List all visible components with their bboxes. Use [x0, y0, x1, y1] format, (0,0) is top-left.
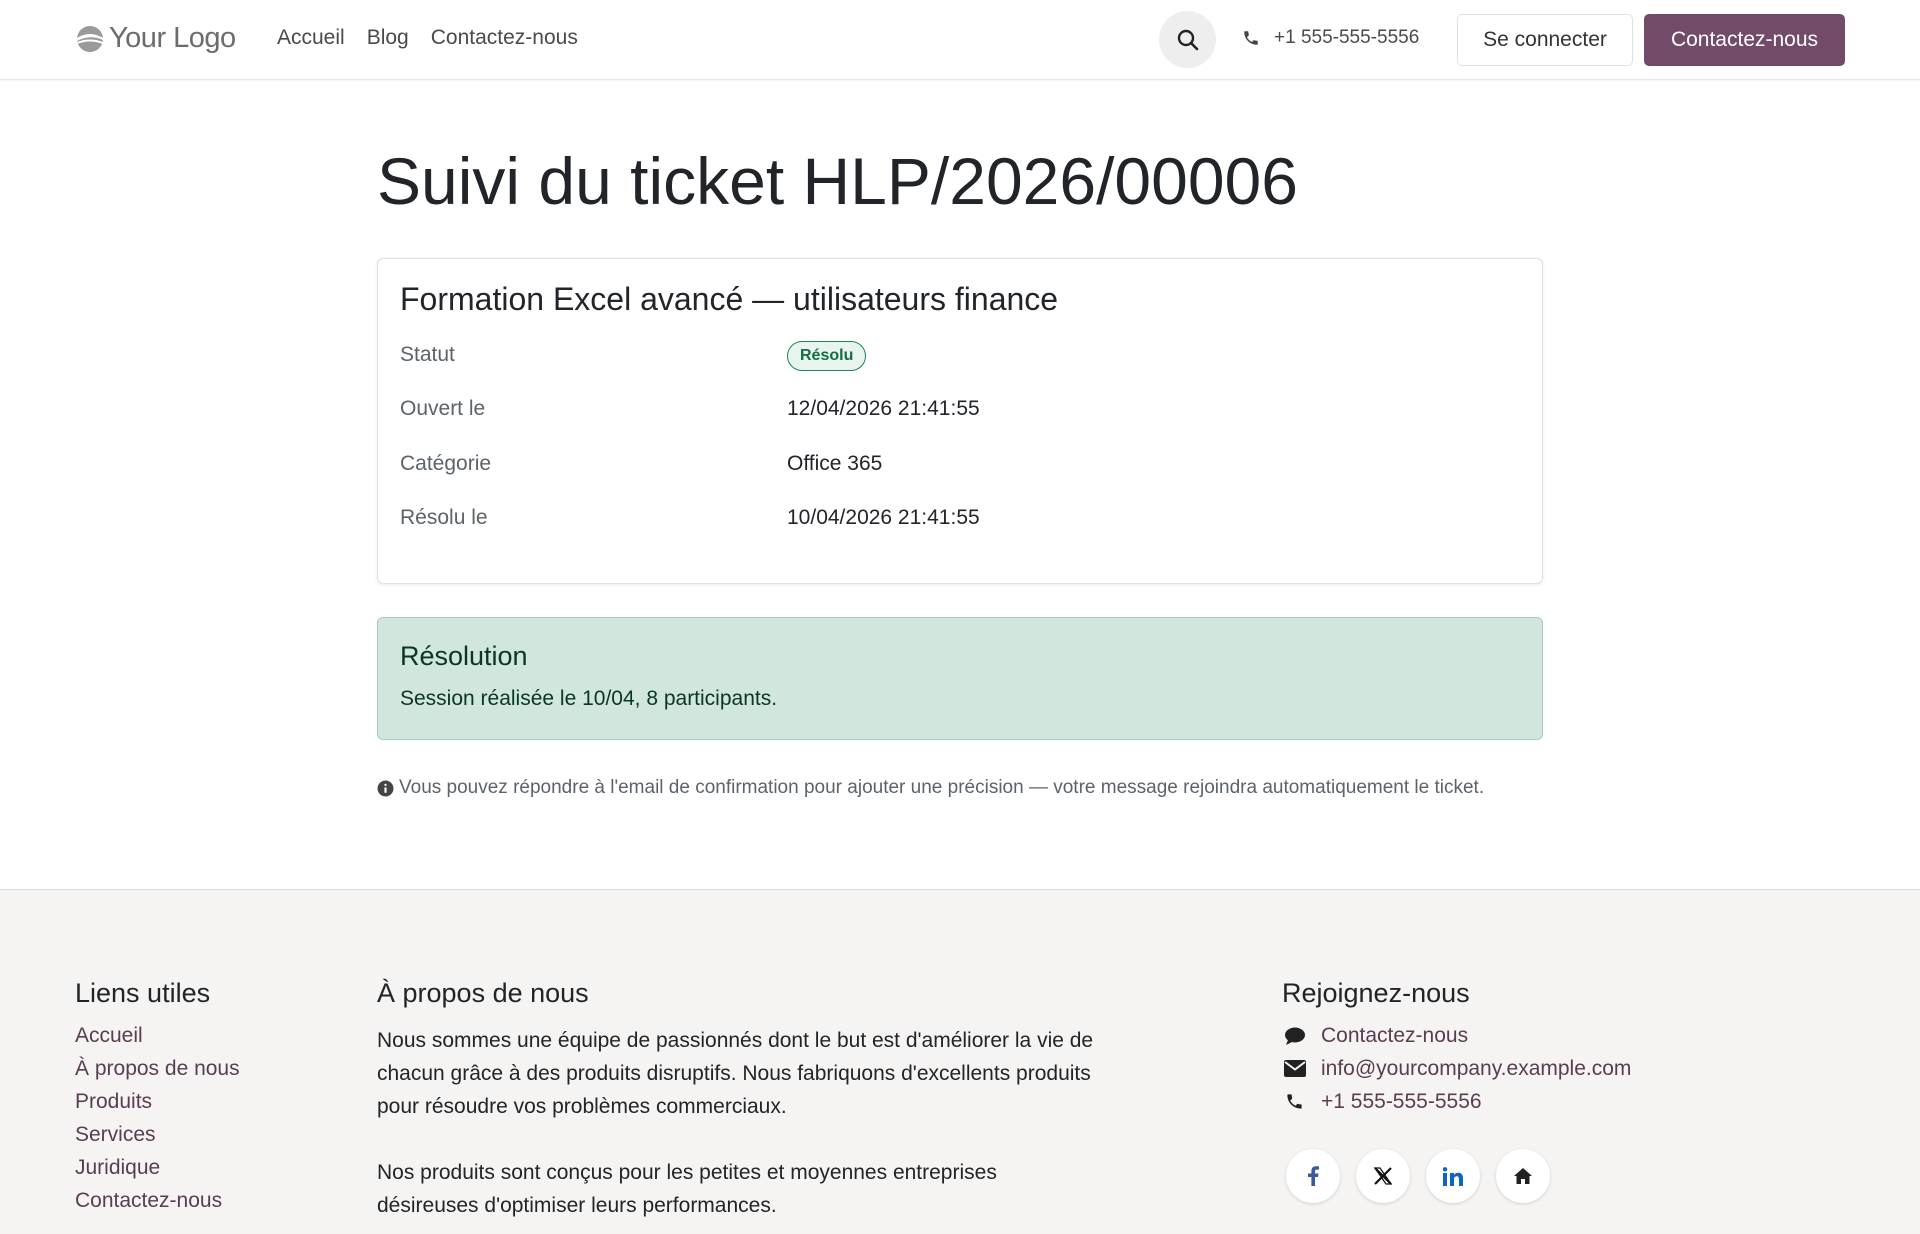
footer-link-accueil[interactable]: Accueil	[75, 1024, 143, 1047]
comment-icon	[1282, 1026, 1307, 1046]
logo-text: Your Logo	[109, 22, 236, 54]
x-link[interactable]	[1356, 1149, 1410, 1203]
linkedin-icon	[1443, 1167, 1463, 1186]
field-label: Ouvert le	[400, 397, 486, 420]
social-links	[1286, 1149, 1550, 1203]
home-icon	[1513, 1167, 1533, 1185]
info-note	[377, 777, 1484, 799]
header-phone[interactable]	[1242, 27, 1419, 49]
footer-contact-link[interactable]	[1282, 1024, 1631, 1047]
field-row-category	[400, 452, 1520, 482]
footer-phone: +1 555-555-5556	[1321, 1089, 1482, 1113]
field-label: Résolu le	[400, 506, 488, 529]
envelope-icon	[1282, 1060, 1307, 1077]
footer-about-paragraph-2: Nos produits sont conçus pour les petites et moyennes entreprises désireuses d'optimiser leurs performances.	[377, 1161, 997, 1217]
footer-link-products[interactable]: Produits	[75, 1090, 153, 1113]
site-header	[0, 0, 1920, 80]
search-icon	[1177, 29, 1199, 51]
footer-email-link[interactable]	[1282, 1057, 1631, 1080]
nav-item-blog[interactable]: Blog	[366, 26, 409, 49]
resolution-panel	[377, 617, 1543, 740]
linkedin-link[interactable]	[1426, 1149, 1480, 1203]
resolution-title: Résolution	[400, 641, 528, 671]
footer-about-paragraph-1: Nous sommes une équipe de passionnés dont le but est d'améliorer la vie de chacun grâce à des produits disruptifs. Nous fabriquons d'excellents produits pour résoudre vos problèmes commerciaux.	[377, 1029, 1094, 1118]
nav-item-contact[interactable]: Contactez-nous	[430, 26, 578, 49]
ticket-subject: Formation Excel avancé — utilisateurs finance	[400, 281, 1059, 317]
info-icon	[377, 780, 394, 797]
main-nav	[277, 26, 578, 50]
status-badge: Résolu	[787, 341, 866, 371]
footer-links-title: Liens utiles	[75, 978, 211, 1008]
search-button[interactable]	[1159, 11, 1216, 68]
footer-link-contact[interactable]: Contactez-nous	[75, 1189, 223, 1212]
footer-about	[377, 1024, 1097, 1222]
field-value: 10/04/2026 21:41:55	[787, 506, 980, 529]
contact-button[interactable]: Contactez-nous	[1644, 14, 1845, 66]
field-value: Office 365	[787, 452, 883, 475]
phone-icon	[1282, 1092, 1307, 1111]
field-row-opened	[400, 397, 1520, 427]
header-phone-number: +1 555-555-5556	[1274, 27, 1420, 48]
field-label: Catégorie	[400, 452, 492, 475]
footer-email: info@yourcompany.example.com	[1321, 1056, 1632, 1080]
login-button[interactable]: Se connecter	[1457, 14, 1633, 66]
footer-link-legal[interactable]: Juridique	[75, 1156, 161, 1179]
nav-item-accueil[interactable]: Accueil	[277, 26, 345, 49]
field-row-resolved	[400, 506, 1520, 536]
field-value: 12/04/2026 21:41:55	[787, 397, 980, 420]
phone-icon	[1242, 29, 1260, 47]
footer-join-title: Rejoignez-nous	[1282, 978, 1470, 1008]
footer-link-about[interactable]: À propos de nous	[75, 1057, 240, 1080]
logo-icon	[75, 24, 105, 54]
field-row-status	[400, 343, 1520, 373]
footer-link-services[interactable]: Services	[75, 1123, 156, 1146]
home-link[interactable]	[1496, 1149, 1550, 1203]
logo[interactable]	[75, 22, 236, 55]
footer-about-title: À propos de nous	[377, 978, 589, 1008]
field-label: Statut	[400, 343, 455, 366]
x-icon	[1373, 1166, 1393, 1186]
footer-contact-label: Contactez-nous	[1321, 1023, 1469, 1047]
info-note-text: Vous pouvez répondre à l'email de confirmation pour ajouter une précision — votre message rejoindra automatiquement le ticket.	[399, 777, 1485, 798]
resolution-text: Session réalisée le 10/04, 8 participants.	[400, 687, 778, 710]
ticket-card	[377, 258, 1543, 584]
footer-links	[75, 1024, 240, 1212]
page-title: Suivi du ticket HLP/2026/00006	[377, 144, 1298, 218]
facebook-icon	[1307, 1166, 1319, 1186]
footer-phone-link[interactable]	[1282, 1090, 1631, 1113]
footer-contact	[1282, 1024, 1631, 1113]
facebook-link[interactable]	[1286, 1149, 1340, 1203]
